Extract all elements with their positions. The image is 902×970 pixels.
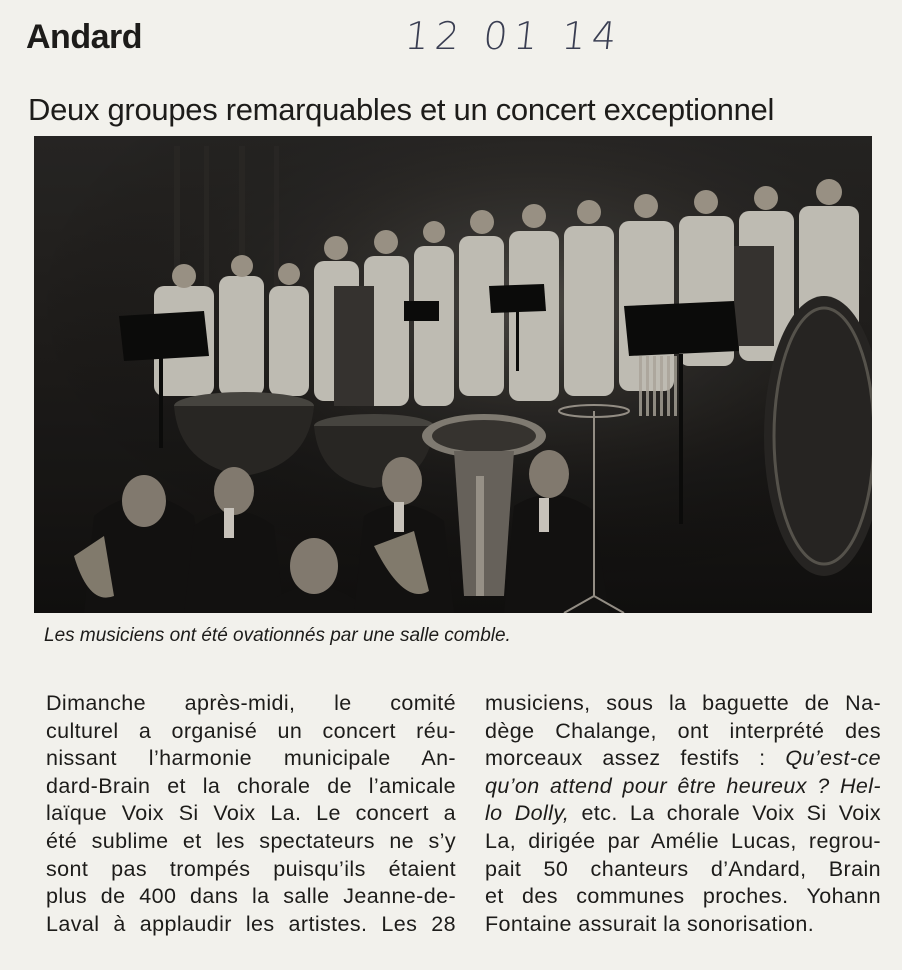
article-line: Fontaine assurait la sonorisation. [485, 911, 815, 936]
song-title: qu’on attend pour être heureux ? Hel- [485, 773, 881, 798]
article-line: La, dirigée par Amélie Lucas, regrou- [485, 828, 881, 853]
article-line: culturel a organisé un concert réu- [46, 718, 456, 743]
article-text: morceaux assez festifs : [485, 746, 786, 771]
article-line: Dimanche après-midi, le comité [46, 691, 456, 715]
article-line: pait 50 chanteurs d’Andard, Brain [485, 856, 881, 881]
article-column-2 [485, 690, 881, 938]
handwritten-date: 12 01 14 [402, 14, 625, 58]
article-line: laïque Voix Si Voix La. Le concert a [46, 801, 456, 826]
article-line: été sublime et les spectateurs ne s’y [46, 828, 456, 853]
headline: Deux groupes remarquables et un concert exceptionnel [28, 92, 775, 127]
concert-photo [34, 136, 872, 613]
photo-caption: Les musiciens ont été ovationnés par une salle comble. [44, 625, 511, 646]
article-line: musiciens, sous la baguette de Na- [485, 691, 881, 715]
section-title: Andard [26, 18, 142, 56]
article-line [485, 800, 881, 828]
article-line: et des communes proches. Yohann [485, 884, 881, 909]
article-line [485, 745, 881, 773]
article-line: sont pas trompés puisqu’ils étaient [46, 856, 456, 881]
article-line: nissant l’harmonie municipale An- [46, 746, 456, 771]
article-line [485, 773, 881, 801]
song-title: lo Dolly, [485, 801, 570, 826]
article-line: dard-Brain et la chorale de l’amicale [46, 773, 456, 798]
article-column-1 [46, 690, 456, 938]
song-title: Qu’est-ce [785, 746, 881, 771]
article-line: dège Chalange, ont interprété des [485, 718, 881, 743]
article-line: plus de 400 dans la salle Jeanne-de- [46, 884, 456, 909]
concert-photo-illustration [34, 136, 872, 613]
article-text: etc. La chorale Voix Si Voix [569, 801, 881, 826]
article-line: Laval à applaudir les artistes. Les 28 [46, 911, 456, 936]
